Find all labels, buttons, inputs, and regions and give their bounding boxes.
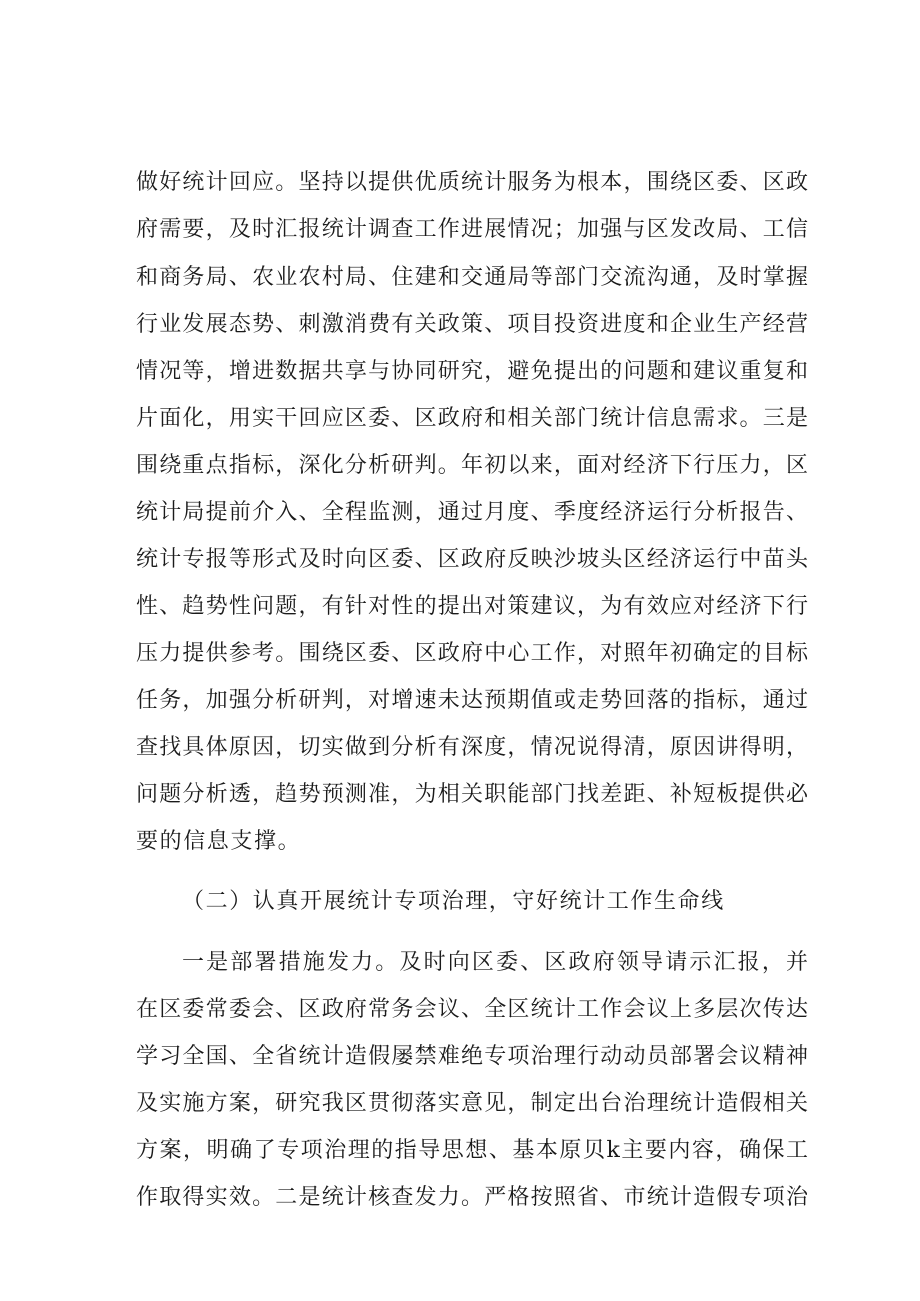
paragraph-line: 方案，明确了专项治理的指导思想、基本原贝k主要内容，确保工	[136, 1138, 808, 1163]
section-heading: （二）认真开展统计专项治理，守好统计工作生命线	[182, 889, 725, 914]
paragraph-line: 在区委常委会、区政府常务会议、全区统计工作会议上多层次传达	[136, 997, 808, 1022]
paragraph-line: 作取得实效。二是统计核查发力。严格按照省、市统计造假专项治	[136, 1185, 808, 1210]
paragraph-line: 片面化，用实干回应区委、区政府和相关部门统计信息需求。三是	[136, 406, 808, 431]
paragraph-line: 压力提供参考。围绕区委、区政府中心工作，对照年初确定的目标	[136, 641, 808, 666]
paragraph-line: 做好统计回应。坚持以提供优质统计服务为根本，围绕区委、区政	[136, 170, 808, 195]
paragraph-line: 及实施方案，研究我区贯彻落实意见，制定出台治理统计造假相关	[136, 1091, 808, 1116]
paragraph-line: 一是部署措施发力。及时向区委、区政府领导请示汇报，并	[182, 950, 808, 975]
paragraph-line: 学习全国、全省统计造假屡禁难绝专项治理行动动员部署会议精神	[136, 1044, 808, 1069]
paragraph-line: 行业发展态势、刺激消费有关政策、项目投资进度和企业生产经营	[136, 312, 808, 337]
paragraph-line: 任务，加强分析研判，对增速未达预期值或走势回落的指标，通过	[136, 688, 808, 713]
paragraph-line: 统计专报等形式及时向区委、区政府反映沙坡头区经济运行中苗头	[136, 547, 808, 572]
paragraph-line: 和商务局、农业农村局、住建和交通局等部门交流沟通，及时掌握	[136, 265, 808, 290]
paragraph-line: 要的信息支撑。	[136, 829, 302, 854]
paragraph-line: 统计局提前介入、全程监测，通过月度、季度经济运行分析报告、	[136, 500, 808, 525]
paragraph-line: 府需要，及时汇报统计调查工作进展情况；加强与区发改局、工信	[136, 217, 808, 242]
paragraph-line: 问题分析透，趋势预测准，为相关职能部门找差距、补短板提供必	[136, 782, 808, 807]
paragraph-line: 情况等，增进数据共享与协同研究，避免提出的问题和建议重复和	[136, 359, 808, 384]
paragraph-line: 围绕重点指标，深化分析研判。年初以来，面对经济下行压力，区	[136, 453, 808, 478]
paragraph-line: 查找具体原因，切实做到分析有深度，情况说得清，原因讲得明，	[136, 735, 808, 760]
paragraph-line: 性、趋势性问题，有针对性的提出对策建议，为有效应对经济下行	[136, 594, 808, 619]
